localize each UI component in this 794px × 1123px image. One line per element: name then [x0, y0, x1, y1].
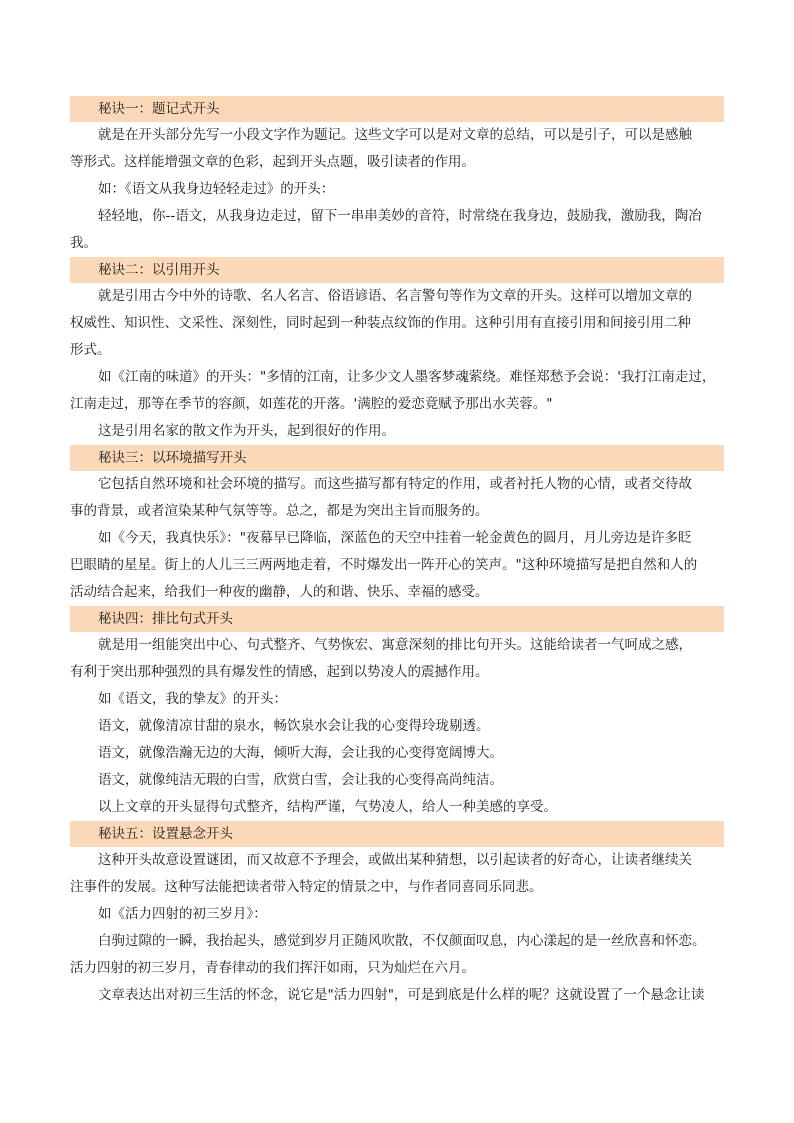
text-line: 语文，就像浩瀚无边的大海，倾听大海，会让我的心变得宽阔博大。	[98, 745, 503, 761]
text-line: 注事件的发展。这种写法能把读者带入特定的情景之中，与作者同喜同乐同悲。	[70, 879, 543, 895]
text-line: 如：《语文从我身边轻轻走过》的开头：	[98, 181, 335, 197]
section-heading: 秘诀五：设置悬念开头	[70, 821, 724, 847]
text-line: 活动结合起来，给我们一种夜的幽静，人的和谐、快乐、幸福的感受。	[70, 584, 489, 600]
paragraph	[70, 928, 724, 982]
paragraph	[70, 203, 724, 257]
section-2	[70, 257, 724, 445]
paragraph	[70, 122, 724, 176]
text-line: 如《活力四射的初三岁月》：	[98, 906, 267, 922]
paragraph	[70, 471, 724, 525]
text-line: 江南走过，那等在季节的容颜，如莲花的开落。'满腔的爱恋竟赋予那出水芙蓉。"	[70, 396, 553, 412]
text-line: 这是引用名家的散文作为开头，起到很好的作用。	[98, 423, 395, 439]
text-line: 形式。	[70, 342, 111, 358]
text-line: 白驹过隙的一瞬，我抬起头，感觉到岁月正随风吹散，不仅颜面叹息，内心漾起的是一丝欣喜和怀恋。	[98, 933, 706, 949]
paragraph	[70, 847, 724, 901]
text-line: 它包括自然环境和社会环境的描写。而这些描写都有特定的作用，或者衬托人物的心情，或者交待故	[98, 476, 692, 492]
text-line: 我。	[70, 235, 97, 251]
text-line: 事的背景，或者渲染某种气氛等等。总之，都是为突出主旨而服务的。	[70, 503, 489, 519]
text-line: 轻轻地，你--语文，从我身边走过，留下一串串美妙的音符，时常绕在我身边，鼓励我，激励我，陶冶	[98, 208, 702, 224]
text-line: 就是引用古今中外的诗歌、名人名言、俗语谚语、名言警句等作为文章的开头。这样可以增加文章的	[98, 288, 692, 304]
section-heading: 秘诀一：题记式开头	[70, 96, 724, 122]
paragraph	[70, 713, 724, 740]
paragraph	[70, 686, 724, 713]
section-heading: 秘诀四：排比句式开头	[70, 606, 724, 632]
text-line: 权威性、知识性、文采性、深刻性，同时起到一种装点纹饰的作用。这种引用有直接引用和间接引用二种	[70, 315, 691, 331]
paragraph	[70, 740, 724, 767]
section-heading: 秘诀二：以引用开头	[70, 257, 724, 283]
text-line: 如《语文，我的挚友》的开头：	[98, 691, 287, 707]
paragraph	[70, 283, 724, 364]
text-line: 以上文章的开头显得句式整齐，结构严谨，气势凌人，给人一种美感的享受。	[98, 799, 557, 815]
text-line: 这种开头故意设置谜团，而又故意不予理会，或做出某种猜想，以引起读者的好奇心，让读者继续关	[98, 852, 692, 868]
section-3	[70, 445, 724, 606]
section-4	[70, 606, 724, 821]
text-line: 如《江南的味道》的开头："多情的江南，让多少文人墨客梦魂萦绕。难怪郑愁予会说：'我打江南走过，	[98, 369, 716, 385]
paragraph	[70, 982, 724, 1009]
text-line: 等形式。这样能增强文章的色彩，起到开头点题，吸引读者的作用。	[70, 154, 475, 170]
paragraph	[70, 767, 724, 794]
paragraph	[70, 418, 724, 445]
text-line: 如《今天，我真快乐》："夜幕早已降临，深蓝色的天空中挂着一轮金黄色的圆月，月儿旁边是许多眨	[98, 530, 692, 546]
text-line: 文章表达出对初三生活的怀念，说它是"活力四射"，可是到底是什么样的呢？这就设置了一个悬念让读	[98, 987, 705, 1003]
text-line: 有利于突出那种强烈的具有爆发性的情感，起到以势凌人的震撼作用。	[70, 664, 489, 680]
section-1	[70, 96, 724, 257]
paragraph	[70, 525, 724, 606]
text-line: 语文，就像纯洁无瑕的白雪，欣赏白雪，会让我的心变得高尚纯洁。	[98, 772, 503, 788]
text-line: 巴眼睛的星星。街上的人儿三三两两地走着，不时爆发出一阵开心的笑声。"这种环境描写是把自然和人的	[70, 557, 698, 573]
text-line: 语文，就像清凉甘甜的泉水，畅饮泉水会让我的心变得玲珑剔透。	[98, 718, 490, 734]
text-line: 活力四射的初三岁月，青春律动的我们挥汗如雨，只为灿烂在六月。	[70, 960, 475, 976]
paragraph	[70, 364, 724, 418]
section-5	[70, 821, 724, 1009]
paragraph	[70, 176, 724, 203]
paragraph	[70, 794, 724, 821]
text-line: 就是用一组能突出中心、句式整齐、气势恢宏、寓意深刻的排比句开头。这能给读者一气呵成之感，	[98, 637, 692, 653]
paragraph	[70, 901, 724, 928]
paragraph	[70, 632, 724, 686]
section-heading: 秘诀三：以环境描写开头	[70, 445, 724, 471]
text-line: 就是在开头部分先写一小段文字作为题记。这些文字可以是对文章的总结，可以是引子，可以是感触	[98, 127, 692, 143]
